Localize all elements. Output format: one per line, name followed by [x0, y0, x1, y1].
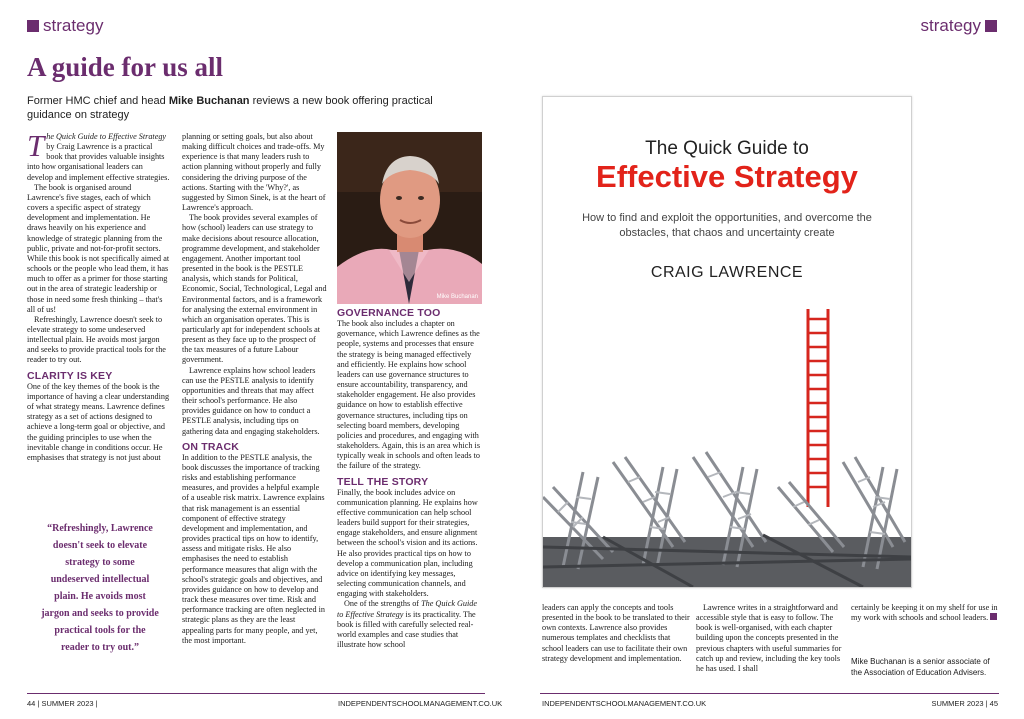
left-footer-page: 44 | SUMMER 2023 |	[27, 699, 98, 708]
section-label: strategy	[43, 16, 104, 35]
ladders-illustration	[543, 297, 911, 587]
right-section-tag	[921, 16, 997, 36]
author-photo	[337, 132, 482, 304]
left-section-tag	[27, 16, 103, 36]
article-column-3	[337, 308, 483, 650]
paragraph	[851, 603, 999, 623]
left-footer-site: INDEPENDENTSCHOOLMANAGEMENT.CO.UK	[338, 699, 503, 708]
paragraph: planning or setting goals, but also about making difficult choices and trade-offs. My experience is that many leaders rush to action planning without properly and fully considering the driving purpose of the actions. Starting with the 'Why?', as suggested by Simon Sinek, is at the heart of Lawrence's approach.	[182, 132, 326, 213]
drop-cap: T	[27, 128, 45, 163]
right-footer-page: SUMMER 2023 | 45	[931, 699, 998, 708]
standfirst-text-end: reviews a new book offering practical guidance on strategy	[27, 95, 433, 121]
text: is its practicality. The book is filled with carefully selected real-world examples and case studies that illustrate how school	[337, 609, 476, 649]
subheading-tell-the-story: TELL THE STORY	[337, 475, 429, 488]
pull-quote: “Refreshingly, Lawrence doesn't seek to elevate strategy to some undeserved intellectual plain. He avoids most jargon and seeks to provide practical tools for the reader to try out.”	[41, 523, 159, 653]
right-column-1	[542, 603, 690, 664]
book-cover	[542, 96, 912, 588]
article-column-2	[182, 132, 327, 646]
portrait-illustration	[337, 132, 482, 304]
paragraph: In addition to the PESTLE analysis, the book discusses the importance of tracking risks and establishing performance measures, and provides a helpful example of a useable risk matrix. Lawrence explains that risk management is an essential component of effective strategy development and implementation, and provides practical tips on how to identify, assess and mitigate risks. He also emphasises the need to establish performance measures that align with the school's strategic goals and objectives, and provides guidance on how to develop and track these measures over time. Risk and performance tracking are often neglected in strategic plans as they are the least appealing parts for many people, and yet, the most important.	[182, 452, 325, 645]
paragraph: The book is organised around Lawrence's five stages, each of which covers a specific aspect of strategy development and implementation. He draws heavily on his experience and knowledge of strategic planning from the public, private and not-for-profit sectors. While this book is not specifically aimed at schools or the people who lead them, it has much to offer as a primer for those starting out in the area of strategic leadership or those in need some fresh thinking – that's all of us!	[27, 182, 170, 314]
paragraph: Lawrence explains how school leaders can use the PESTLE analysis to identify opportunities and threats that may affect their school's performance. He also provides guidance on how to conduct a PESTLE analysis, including tips on gathering data and engaging stakeholders.	[182, 365, 320, 436]
text: One of the strengths of	[344, 599, 422, 609]
standfirst	[27, 94, 467, 122]
cover-author: CRAIG LAWRENCE	[650, 264, 804, 281]
cover-title-line-1: The Quick Guide to	[645, 138, 809, 159]
end-mark-icon	[990, 613, 997, 620]
paragraph: Finally, the book includes advice on communication planning. He explains how effective communication can help school leaders build support for their strategies, engage stakeholders, and ensure alignment between the school's vision and its actions. He also provides practical tips on how to develop a communication plan, including advice on identifying key messages, selecting communication channels, and engaging with stakeholders.	[337, 487, 478, 599]
paragraph: The book also includes a chapter on governance, which Lawrence defines as the people, systems and processes that ensure the strategy is being managed effectively and efficiently. He explains how school leaders can use governance structures to ensure accountability, transparency, and stakeholder engagement. He also provides guidance on how to establish effective governance structures, including tips on selecting board members, developing policies and procedures, and engaging with stakeholders. Again, this is an area which is typically weak in schools and often leads to the failure of the strategy.	[337, 319, 481, 471]
subheading-governance: GOVERNANCE TOO	[337, 307, 441, 319]
photo-caption: Mike Buchanan	[436, 294, 478, 300]
subheading-on-track: ON TRACK	[182, 440, 240, 453]
closing-text: certainly be keeping it on my shelf for use in my work with schools and school leaders.	[851, 603, 998, 623]
paragraph: One of the key themes of the book is the importance of having a clear understanding of what strategy means. Lawrence defines strategy as a set of actions designed to achieve a long-term goal or objective, and the guiding principles to use when the inevitable change in conditions occur. He emphasises that strategy is not just about	[27, 381, 170, 462]
article-column-1	[27, 128, 170, 463]
footer-rule	[27, 693, 485, 694]
intro-text: by Craig Lawrence is a practical book that provides valuable insights into how organisational leaders can develop and implement effective strategies.	[27, 142, 170, 182]
paragraph: Refreshingly, Lawrence doesn't seek to elevate strategy to some undeserved intellectual plain. He avoids most jargon and seeks to provide practical tools for the reader to try out.	[27, 314, 166, 365]
cover-subtitle: How to find and exploit the opportunities, and overcome the obstacles, that chaos and uncertainty create	[582, 212, 872, 239]
section-label: strategy	[920, 16, 981, 35]
paragraph: Lawrence writes in a straightforward and accessible style that is easy to follow. The book is well-organised, with each chapter building upon the concepts presented in the previous chapters with useful summaries for catch up and review, including the key tools he has used. I shall	[696, 603, 842, 673]
right-column-2	[696, 603, 844, 674]
right-footer-site: INDEPENDENTSCHOOLMANAGEMENT.CO.UK	[542, 699, 707, 708]
right-column-3	[851, 603, 999, 623]
author-bio: Mike Buchanan is a senior associate of the Association of Education Advisers.	[851, 657, 990, 677]
author-name: Mike Buchanan	[168, 95, 250, 107]
paragraph: leaders can apply the concepts and tools presented in the book to be translated to their own contexts. Lawrence also provides numerous templates and checklists that school leaders can use to facilitate their own strategy development and implementation.	[542, 603, 690, 663]
subheading-clarity: CLARITY IS KEY	[27, 369, 113, 382]
footer-rule	[540, 693, 999, 694]
paragraph: The book provides several examples of how (school) leaders can use strategy to make decisions about resource allocation, programme development, and stakeholder engagement. Another important tool presented in the book is the PESTLE analysis, which stands for Political, Economic, Social, Technological, Legal and Environmental factors, and is a framework for analysing the external environment in which an organisation operates. This is particularly apt for independent schools at present as they face up to the prospect of the tax measures of a future Labour government.	[182, 213, 327, 365]
intro-paragraph	[27, 128, 170, 183]
cover-title-line-2: Effective Strategy	[596, 159, 858, 194]
book-title-italic: he Quick Guide to Effective Strategy	[46, 132, 167, 141]
book-title-italic: The Quick Guide to Effective Strategy	[337, 599, 478, 619]
paragraph	[337, 599, 483, 650]
section-square-icon	[985, 20, 997, 32]
section-square-icon	[27, 20, 39, 32]
article-title: A guide for us all	[27, 52, 224, 82]
standfirst-text: Former HMC chief and head	[27, 95, 169, 107]
